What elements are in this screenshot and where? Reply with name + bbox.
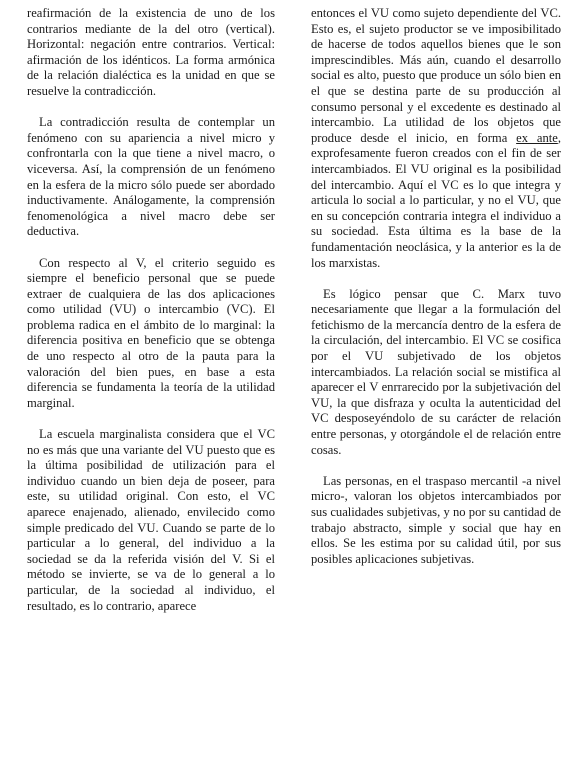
paragraph — [311, 6, 561, 271]
underlined-term: ex ante — [516, 130, 558, 145]
paragraph: Con respecto al V, el criterio seguido es siempre el beneficio personal que se puede extraer de cualquiera de las dos aplicaciones como utilidad (VU) o intercambio (VC). El problema radica en el ámbito de lo marginal: la diferencia positiva en beneficio que se obtenga de uno respecto al otro de la pauta para la valoración del bien pues, en base a esta diferencia se fundamenta la teoría de la utilidad marginal. — [27, 255, 275, 410]
paragraph-text: entonces el VU como sujeto dependiente del VC. Esto es, el sujeto productor se ve imposibilitado de hacerse de todos aquellos bienes que le son imprescindibles. Más aún, cuando el desarrollo social es alto, puesto que produce un sólo bien en el que se destina parte de su producción al consumo personal y el excedente es destinado al intercambio. La utilidad de los objetos que produce desde el inicio, en forma — [311, 6, 561, 145]
paragraph: reafirmación de la existencia de uno de los contrarios mediante de la del otro (vertical). Horizontal: negación entre contrarios. Vertical: afirmación de los idénticos. La forma armónica de la relación dialéctica es la unidad en que se resuelve la contradicción. — [27, 6, 275, 98]
paragraph: La escuela marginalista considera que el VC no es más que una variante del VU puesto que es la última posibilidad de utilización para el individuo cuando un bien deja de poseer, para este, su utilidad original. Con esto, el VC aparece enajenado, alienado, envilecido como simple predicado del VU. Cuando se parte de lo particular a lo general, del individuo a la sociedad se da la referida visión del V. Si el método se invierte, se va de lo general a lo particular, de la sociedad al individuo, el resultado, es lo contrario, aparece — [27, 427, 275, 613]
paragraph-text: , exprofesamente fueron creados con el fin de ser intercambiados. El VU original es la posibilidad del intercambio. Aquí el VC es lo que integra y articula lo social a lo particular, y no el VU, que en su concepción contraria integra el individuo a su sociedad. Esta última es la base de la fundamentación neoclásica, y la anterior es la de los marxistas. — [311, 130, 561, 270]
paragraph: Es lógico pensar que C. Marx tuvo necesariamente que llegar a la formulación del fetichismo de la mercancía dentro de la esfera de la circulación, del intercambio. El VC se cosifica por el VU subjetivado de los objetos intercambiados. La relación social se mistifica al aparecer el V enrrarecido por la subjetivación del VU, la que disfraza y oculta la autenticidad del VC desposeyéndolo de su carácter de relación entre personas, y otorgándole el de relación entre cosas. — [311, 286, 561, 457]
right-column — [311, 6, 561, 567]
paragraph: La contradicción resulta de contemplar un fenómeno con su apariencia a nivel micro y confrontarla con la que tiene a nivel macro, o viceversa. Así, la comprensión de un fenómeno en la esfera de la micro sólo puede ser abordado inductivamente. Análogamente, la comprensión fenomenológica a nivel macro debe ser deductiva. — [27, 115, 275, 239]
paragraph: Las personas, en el traspaso mercantil -a nivel micro-, valoran los objetos intercambiados por sus cualidades subjetivas, y no por su cantidad de trabajo abstracto, simple y social que hay en ellos. Se les estima por su calidad útil, por sus posibles aplicaciones subjetivas. — [311, 473, 561, 566]
left-column — [27, 6, 275, 614]
